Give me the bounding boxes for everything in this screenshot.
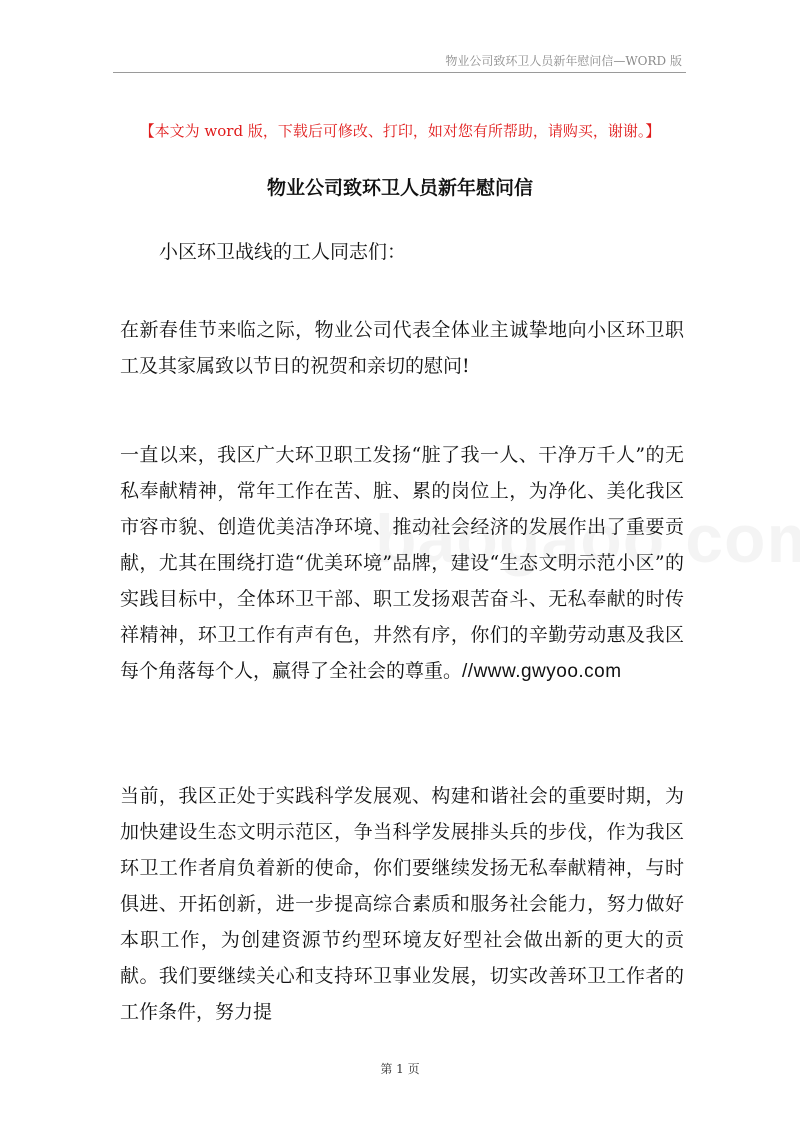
running-header: 物业公司致环卫人员新年慰问信—WORD 版 (445, 54, 682, 68)
document-title: 物业公司致环卫人员新年慰问信 (266, 177, 533, 199)
source-url: //www.gwyoo.com (462, 661, 622, 682)
page-number: 第 1 页 (380, 1062, 420, 1076)
header-divider (113, 72, 686, 73)
paragraph-greeting: 在新春佳节来临之际，物业公司代表全体业主诚挚地向小区环卫职工及其家属致以节日的祝贺和亲切的慰问! (120, 319, 684, 377)
paragraph-achievements-text: 一直以来，我区广大环卫职工发扬“脏了我一人、干净万千人”的无私奉献精神，常年工作在苦、脏、累的岗位上，为净化、美化我区市容市貌、创造优美洁净环境、推动社会经济的发展作出了重要贡献，尤其在围绕打造“优美环境”品牌，建设“生态文明示范小区”的实践目标中，全体环卫干部、职工发扬艰苦奋斗、无私奉献的时传祥精神，环卫工作有声有色，井然有序，你们的辛勤劳动惠及我区每个角落每个人，赢得了全社会的尊重。 (120, 444, 684, 682)
paragraph-achievements (120, 437, 684, 690)
salutation: 小区环卫战线的工人同志们： (159, 241, 407, 263)
purchase-notice: 【本文为 word 版，下载后可修改、打印，如对您有所帮助，请购买，谢谢。】 (139, 122, 661, 140)
paragraph-mission: 当前，我区正处于实践科学发展观、构建和谐社会的重要时期，为加快建设生态文明示范区，争当科学发展排头兵的步伐，作为我区环卫工作者肩负着新的使命，你们要继续发扬无私奉献精神，与时俱进、开拓创新，进一步提高综合素质和服务社会能力，努力做好本职工作，为创建资源节约型环境友好型社会做出新的更大的贡献。我们要继续关心和支持环卫事业发展，切实改善环卫工作者的工作条件，努力提 (120, 785, 684, 1023)
